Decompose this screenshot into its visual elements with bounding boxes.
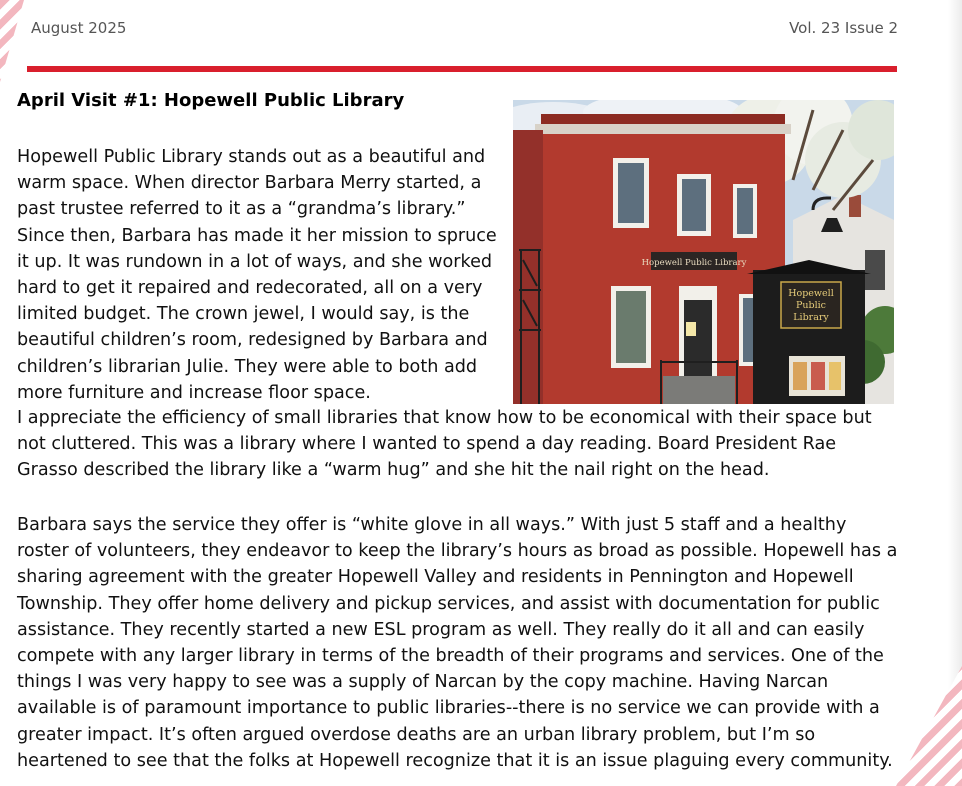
page-edge-shadow (948, 0, 962, 786)
article-title: April Visit #1: Hopewell Public Library (17, 90, 405, 111)
decorative-stripes-top-left (0, 0, 24, 82)
issue-date: August 2025 (31, 19, 127, 37)
header-rule (27, 66, 897, 72)
issue-volume: Vol. 23 Issue 2 (789, 19, 898, 37)
building-sign: Hopewell Public Library (641, 258, 747, 268)
kiosk-sign-line-2: Public (796, 300, 826, 311)
kiosk-sign-line-3: Library (793, 312, 829, 323)
article-paragraph-2: Barbara says the service they offer is “white glove in all ways.” With just 5 staff and a healthy roster of volunteers, they endeavor to keep the library’s hours as broad as possible. Hopewell has a sharing agreement with the greater Hopewell Valley and residents in Pennington and Hopewell Township. They offer home delivery and pickup services, and assist with documentation for public assistance. They recently started a new ESL program as well. They really do it all and can easily compete with any larger library in terms of the breadth of their programs and services. One of the things I was very happy to see was a supply of Narcan by the copy machine. Having Narcan available is of paramount importance to public libraries--there is no service we can provide with a greater impact. It’s often argued overdose deaths are an urban library problem, but I’m so heartened to see that the folks at Hopewell recognize that it is an issue plaguing every community. (17, 515, 898, 771)
article-paragraph-1-rest: I appreciate the efficiency of small libraries that know how to be economical with their space but not cluttered. This was a library where I wanted to spend a day reading. Board President Rae Grasso described the library like a “warm hug” and she hit the nail right on the head. (17, 408, 872, 481)
article-paragraph-1-intro: Hopewell Public Library stands out as a beautiful and warm space. When director Barbara Merry started, a past trustee referred to it as a “grandma’s library.” Since then, Barbara has made it her mission to spruce it up. It was rundown in a lot of ways, and she worked hard to get it repaired and redecorated, all on a very limited budget. The crown jewel, I would say, is the beautiful children’s room, redesigned by Barbara and children’s librarian Julie. They were able to both add more furniture and increase floor space. (17, 147, 497, 403)
kiosk-sign-line-1: Hopewell (788, 288, 834, 299)
library-photo (513, 100, 894, 404)
